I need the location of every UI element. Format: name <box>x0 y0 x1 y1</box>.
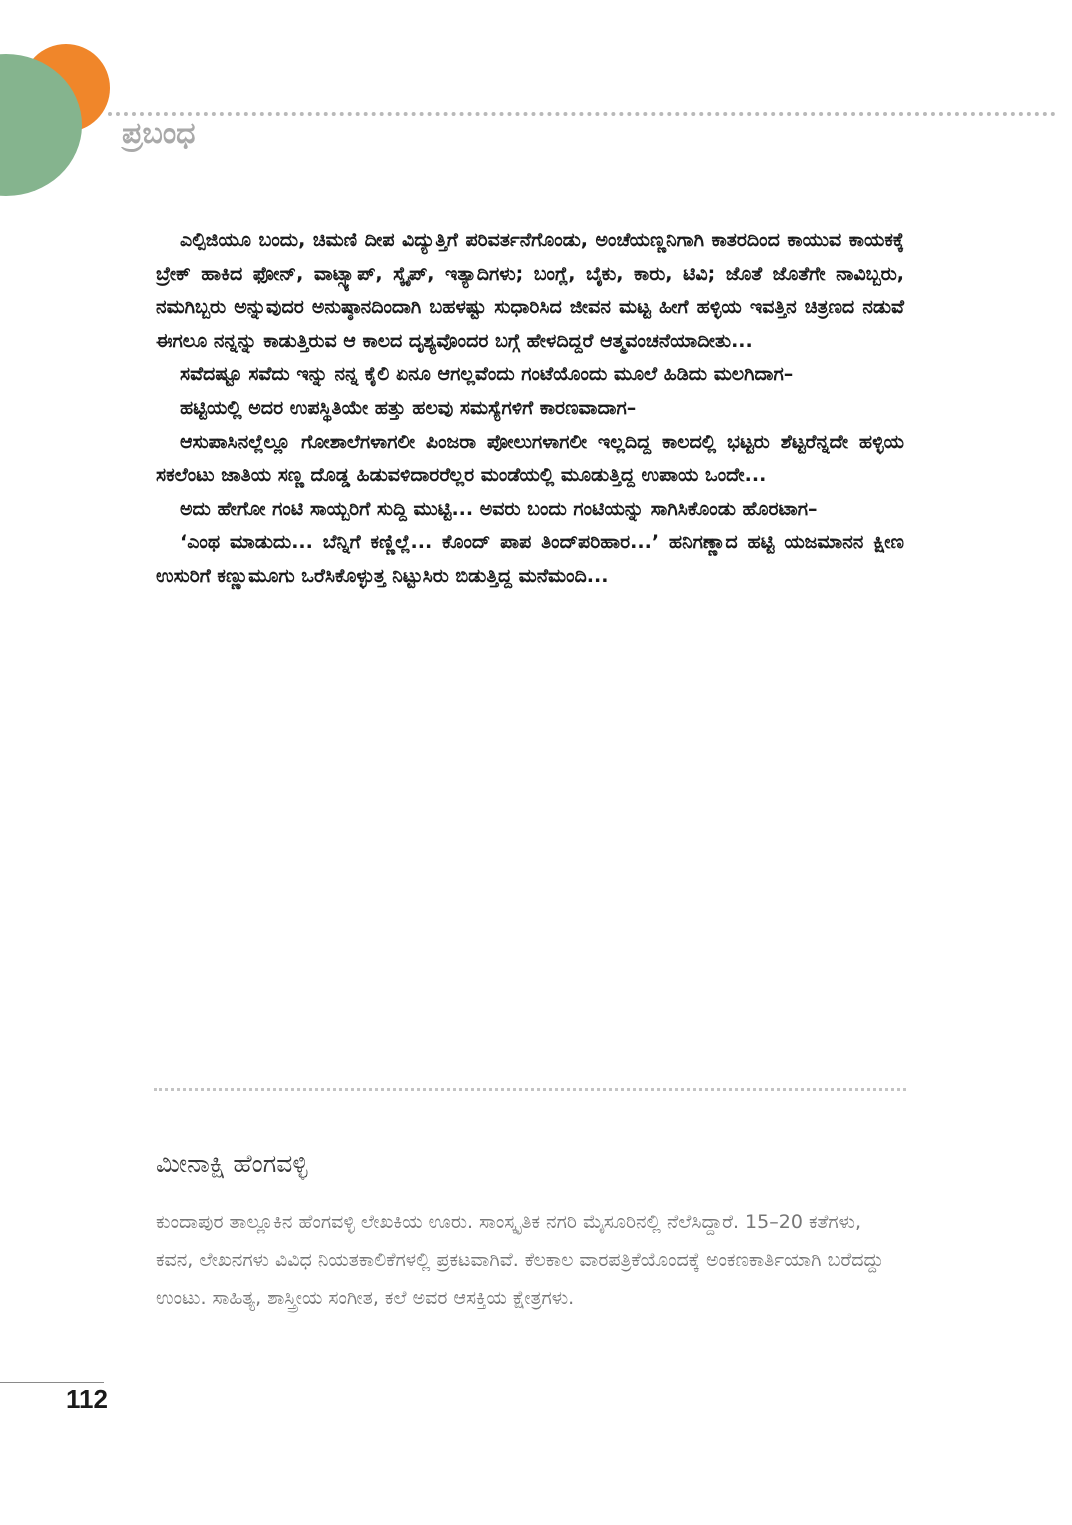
paragraph-2: ಸವೆದಷ್ಟೂ ಸವೆದು ಇನ್ನು ನನ್ನ ಕೈಲಿ ಏನೂ ಆಗಲ್ಲವೆಂದು ಗಂಟೆಯೊಂದು ಮೂಲೆ ಹಿಡಿದು ಮಲಗಿದಾಗ– <box>180 363 794 386</box>
section-label: ಪ್ರಬಂಧ <box>122 116 196 151</box>
paragraph-6: ‘ಎಂಥ ಮಾಡುದು... ಬೆನ್ನಿಗೆ ಕಣ್ಣಿಲ್ಲೆ... ಕೊಂದ್ ಪಾಪ ತಿಂದ್‌ಪರಿಹಾರ...’ ಹನಿಗಣ್ಣಾದ ಹಟ್ಟಿ ಯಜಮಾನನ ಕ್ಷೀಣ ಉಸುರಿಗೆ ಕಣ್ಣುಮೂಗು ಒರೆಸಿಕೊಳ್ಳುತ್ತ ನಿಟ್ಟುಸಿರು ಬಿಡುತ್ತಿದ್ದ ಮನೆಮಂದಿ... <box>156 531 904 587</box>
header-dotted-rule <box>108 112 1056 116</box>
paragraph-5: ಅದು ಹೇಗೋ ಗಂಟಿ ಸಾಯ್ಬರಿಗೆ ಸುದ್ದಿ ಮುಟ್ಟಿ... ಅವರು ಬಂದು ಗಂಟಿಯನ್ನು ಸಾಗಿಸಿಕೊಂಡು ಹೊರಟಾಗ– <box>180 497 818 520</box>
bio-dotted-divider <box>154 1088 906 1091</box>
paragraph-1: ಎಲ್ಪಿಜಿಯೂ ಬಂದು, ಚಿಮಣಿ ದೀಪ ವಿದ್ಯುತ್ತಿಗೆ ಪರಿವರ್ತನೆಗೊಂಡು, ಅಂಚೆಯಣ್ಣನಿಗಾಗಿ ಕಾತರದಿಂದ ಕಾಯುವ ಕಾಯಕಕ್ಕೆ ಬ್ರೇಕ್ ಹಾಕಿದ ಫೋನ್, ವಾಟ್ಸ್ಯಾಪ್, ಸ್ಕೈಪ್, ಇತ್ಯಾದಿಗಳು; ಬಂಗ್ಲೆ, ಬೈಕು, ಕಾರು, ಟಿವಿ; ಜೊತೆ ಜೊತೆಗೇ ನಾವಿಬ್ಬರು, ನಮಗಿಬ್ಬರು ಅನ್ನುವುದರ ಅನುಷ್ಠಾನದಿಂದಾಗಿ ಬಹಳಷ್ಟು ಸುಧಾರಿಸಿದ ಜೀವನ ಮಟ್ಟ ಹೀಗೆ ಹಳ್ಳಿಯ ಇವತ್ತಿನ ಚಿತ್ರಣದ ನಡುವೆ ಈಗಲೂ ನನ್ನನ್ನು ಕಾಡುತ್ತಿರುವ ಆ ಕಾಲದ ದೃಶ್ಯವೊಂದರ ಬಗ್ಗೆ ಹೇಳದಿದ್ದರೆ ಆತ್ಮವಂಚನೆಯಾದೀತು... <box>156 229 904 352</box>
paragraph-3: ಹಟ್ಟಿಯಲ್ಲಿ ಅದರ ಉಪಸ್ಥಿತಿಯೇ ಹತ್ತು ಹಲವು ಸಮಸ್ಯೆಗಳಿಗೆ ಕಾರಣವಾದಾಗ– <box>180 396 637 419</box>
author-name: ಮೀನಾಕ್ಷಿ ಹೆಂಗವಳ್ಳಿ <box>156 1149 308 1178</box>
paragraph-4: ಆಸುಪಾಸಿನಲ್ಲೆಲ್ಲೂ ಗೋಶಾಲೆಗಳಾಗಲೀ ಪಿಂಜರಾ ಪೋಲುಗಳಾಗಲೀ ಇಲ್ಲದಿದ್ದ ಕಾಲದಲ್ಲಿ ಭಟ್ಟರು ಶೆಟ್ಟರೆನ್ನದೇ ಹಳ್ಳಿಯ ಸಕಲೆಂಟು ಜಾತಿಯ ಸಣ್ಣ ದೊಡ್ಡ ಹಿಡುವಳಿದಾರರೆಲ್ಲರ ಮಂಡೆಯಲ್ಲಿ ಮೂಡುತ್ತಿದ್ದ ಉಪಾಯ ಒಂದೇ... <box>156 430 904 487</box>
author-bio: ಕುಂದಾಪುರ ತಾಲ್ಲೂಕಿನ ಹೆಂಗವಳ್ಳಿ ಲೇಖಕಿಯ ಊರು. ಸಾಂಸ್ಕೃತಿಕ ನಗರಿ ಮೈಸೂರಿನಲ್ಲಿ ನೆಲೆಸಿದ್ದಾರೆ. 15–20 ಕತೆಗಳು, ಕವನ, ಲೇಖನಗಳು ವಿವಿಧ ನಿಯತಕಾಲಿಕೆಗಳಲ್ಲಿ ಪ್ರಕಟವಾಗಿವೆ. ಕೆಲಕಾಲ ವಾರಪತ್ರಿಕೆಯೊಂದಕ್ಕೆ ಅಂಕಣಕಾರ್ತಿಯಾಗಿ ಬರೆದದ್ದು ಉಂಟು. ಸಾಹಿತ್ಯ, ಶಾಸ್ತ್ರೀಯ ಸಂಗೀತ, ಕಲೆ ಅವರ ಆಸಕ್ತಿಯ ಕ್ಷೇತ್ರಗಳು. <box>156 1211 884 1309</box>
essay-body <box>156 224 904 594</box>
page-number: 112 <box>66 1384 108 1414</box>
page-number-rule <box>0 1382 104 1383</box>
